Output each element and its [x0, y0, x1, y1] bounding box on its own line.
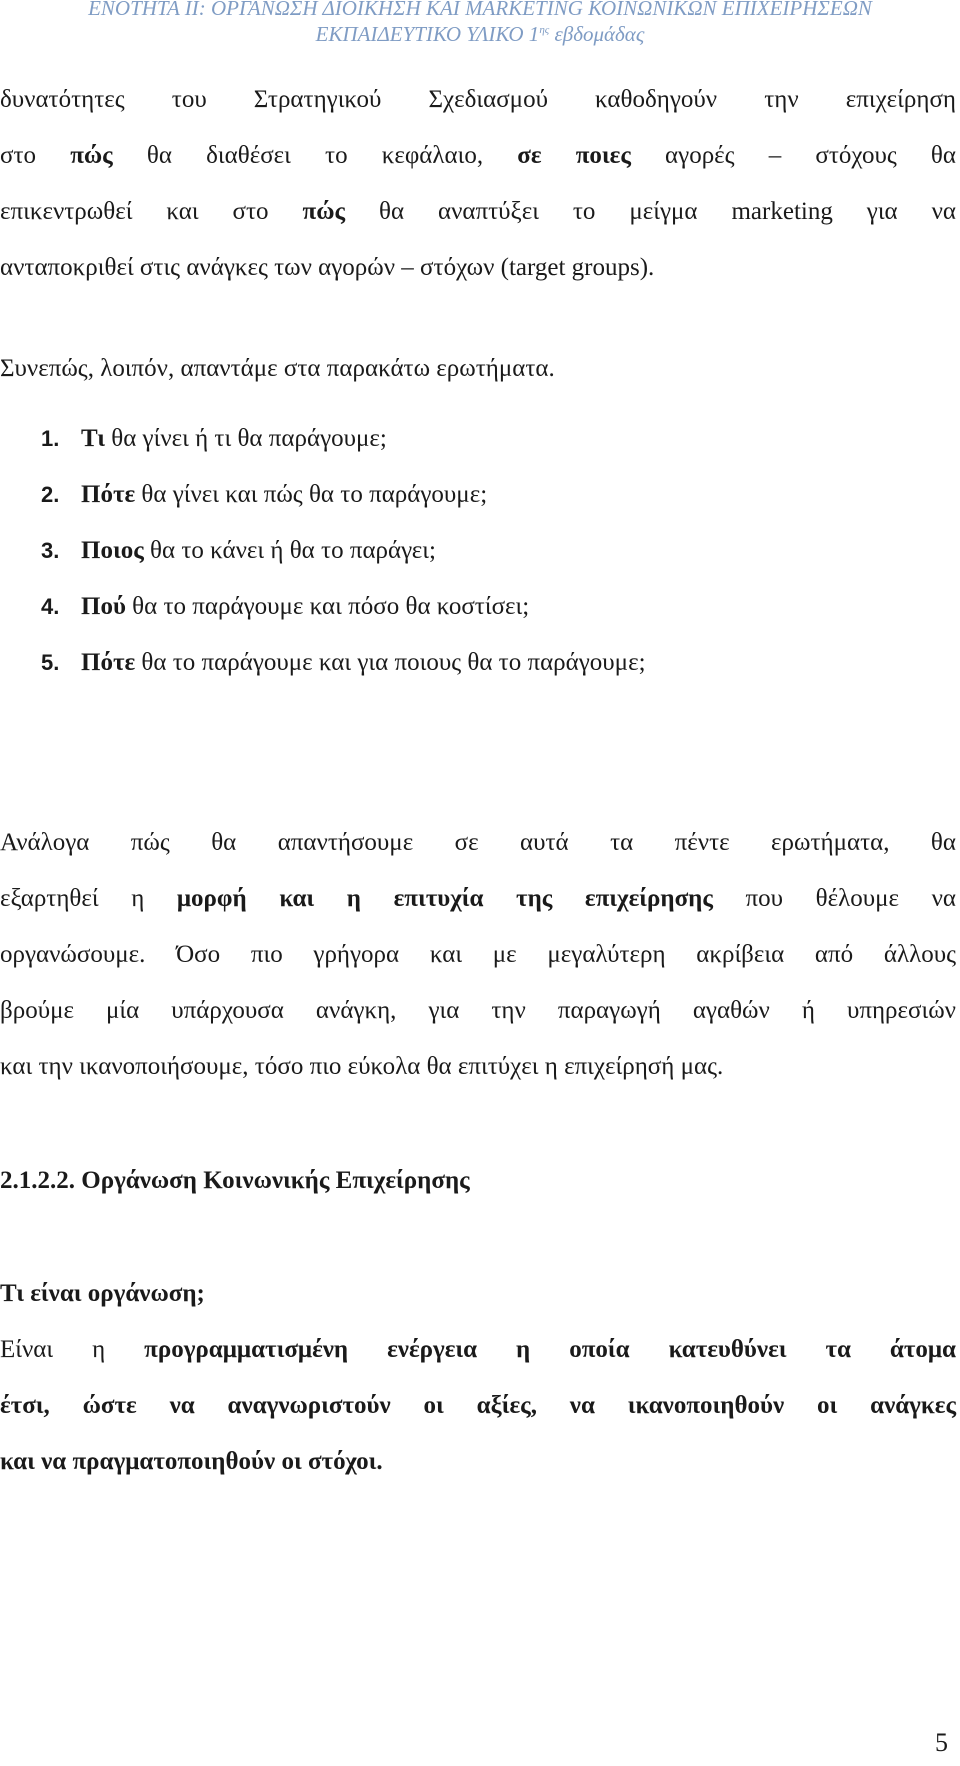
- questions-list: [0, 411, 646, 691]
- para1-text: στο: [0, 142, 71, 169]
- para1-text: επικεντρωθεί και στο: [0, 198, 303, 225]
- question-keyword: Τι: [81, 425, 105, 452]
- list-item: [0, 467, 646, 523]
- para3-line1: [0, 1322, 956, 1378]
- running-header-title: ΕΝΟΤΗΤΑ ΙΙ: ΟΡΓΑΝΩΣΗ ΔΙΟΙΚΗΣΗ ΚΑΙ MARKETING ΚΟΙΝΩΝΙΚΩΝ ΕΠΙΧΕΙΡΗΣΕΩΝ: [88, 0, 872, 20]
- para1-text: αγορές – στόχους θα: [630, 142, 956, 169]
- question-keyword: Ποιος: [81, 537, 144, 564]
- para1-text: θα διαθέσει το κεφάλαιο,: [112, 142, 518, 169]
- para1-bold: πώς: [70, 142, 113, 169]
- para1-line3: [0, 184, 956, 240]
- para3-text: Είναι η: [0, 1336, 145, 1363]
- list-item: [0, 523, 646, 579]
- para1-bold: σε ποιες: [517, 142, 631, 169]
- para2-bold: μορφή και η επιτυχία της επιχείρησης: [176, 885, 713, 912]
- para1-line4: ανταποκριθεί στις ανάγκες των αγορών – στόχων (target groups).: [0, 254, 655, 281]
- para3-line2: έτσι, ώστε να αναγνωριστούν οι αξίες, να ικανοποιηθούν οι ανάγκες: [0, 1392, 956, 1419]
- list-number: 4.: [41, 594, 60, 619]
- section-heading: 2.1.2.2. Οργάνωση Κοινωνικής Επιχείρησης: [0, 1167, 470, 1194]
- questions-intro: Συνεπώς, λοιπόν, απαντάμε στα παρακάτω ερωτήματα.: [0, 355, 555, 382]
- list-item: [0, 635, 646, 691]
- para2-line5: και την ικανοποιήσουμε, τόσο πιο εύκολα θα επιτύχει η επιχείρησή μας.: [0, 1053, 724, 1080]
- question-keyword: Πότε: [81, 481, 136, 508]
- subheading: Τι είναι οργάνωση;: [0, 1280, 205, 1307]
- para2-text: που θέλουμε να: [712, 885, 956, 912]
- header-subtitle-main: ΕΚΠΑΙΔΕΥΤΙΚΟ ΥΛΙΚΟ 1: [315, 22, 540, 46]
- question-text: θα γίνει και πώς θα το παράγουμε;: [135, 481, 488, 508]
- para1-text: θα αναπτύξει το μείγμα marketing για να: [345, 198, 956, 225]
- question-text: θα γίνει ή τι θα παράγουμε;: [104, 425, 387, 452]
- para1-bold: πώς: [302, 198, 346, 225]
- running-header-subtitle: [0, 22, 960, 47]
- list-number: 1.: [41, 426, 60, 451]
- para2-line3: οργανώσουμε. Όσο πιο γρήγορα και με μεγαλύτερη ακρίβεια από άλλους: [0, 941, 956, 968]
- list-number: 3.: [41, 538, 60, 563]
- para3-line3: και να πραγματοποιηθούν οι στόχοι.: [0, 1448, 383, 1475]
- question-text: θα το κάνει ή θα το παράγει;: [143, 537, 436, 564]
- question-text: θα το παράγουμε και για ποιους θα το παράγουμε;: [135, 649, 646, 676]
- question-keyword: Πού: [81, 593, 126, 620]
- list-item: [0, 579, 646, 635]
- list-number: 2.: [41, 482, 60, 507]
- para3-bold: προγραμματισμένη ενέργεια η οποία κατευθύνει τα άτομα: [144, 1336, 957, 1363]
- para2-line4: βρούμε μία υπάρχουσα ανάγκη, για την παραγωγή αγαθών ή υπηρεσιών: [0, 997, 956, 1024]
- header-subtitle-tail: εβδομάδας: [549, 22, 645, 46]
- para1-line1: δυνατότητες του Στρατηγικού Σχεδιασμού καθοδηγούν την επιχείρηση: [0, 86, 956, 113]
- list-number: 5.: [41, 650, 60, 675]
- para1-line2: [0, 128, 956, 184]
- para2-line2: [0, 871, 956, 927]
- question-keyword: Πότε: [81, 649, 136, 676]
- para2-text: εξαρτηθεί η: [0, 885, 177, 912]
- header-subtitle-sup: ης: [539, 24, 550, 36]
- para2-line1: Ανάλογα πώς θα απαντήσουμε σε αυτά τα πέντε ερωτήματα, θα: [0, 829, 956, 856]
- question-text: θα το παράγουμε και πόσο θα κοστίσει;: [125, 593, 530, 620]
- list-item: [0, 411, 646, 467]
- page-number: 5: [935, 1728, 948, 1757]
